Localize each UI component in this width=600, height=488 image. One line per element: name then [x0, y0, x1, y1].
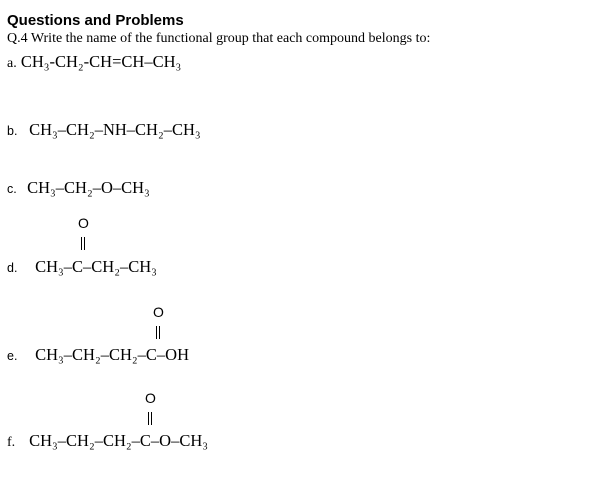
- chemical-formula: CH₃–CH₂–O–CH₃: [27, 178, 150, 197]
- item-f: [7, 431, 208, 451]
- question-text: Q.4 Write the name of the functional group that each compound belongs to:: [7, 31, 431, 46]
- double-bond: [156, 326, 160, 339]
- item-label: e.: [7, 349, 18, 363]
- item-c: [7, 178, 150, 198]
- carbonyl-oxygen: O: [145, 390, 156, 406]
- item-label: c.: [7, 182, 17, 196]
- chemical-formula: CH₃-CH₂-CH=CH–CH₃: [20, 52, 182, 71]
- chemical-formula: CH₃–CH₂–CH₂–C–O–CH₃: [29, 431, 208, 450]
- chemical-formula: CH₃–C–CH₂–CH₃: [35, 257, 157, 276]
- item-label: a.: [7, 56, 17, 71]
- carbonyl-oxygen: O: [78, 215, 89, 231]
- item-b: [7, 120, 201, 140]
- item-a: [7, 52, 181, 72]
- chemical-formula: CH₃–CH₂–NH–CH₂–CH₃: [29, 120, 201, 139]
- item-e: [7, 345, 189, 365]
- item-d: [7, 257, 157, 277]
- double-bond: [148, 412, 152, 425]
- item-label: b.: [7, 124, 18, 138]
- item-label: f.: [7, 435, 16, 450]
- section-title: Questions and Problems: [7, 12, 184, 29]
- double-bond: [81, 237, 85, 250]
- item-label: d.: [7, 261, 18, 275]
- carbonyl-oxygen: O: [153, 304, 164, 320]
- chemical-formula: CH₃–CH₂–CH₂–C–OH: [35, 345, 189, 364]
